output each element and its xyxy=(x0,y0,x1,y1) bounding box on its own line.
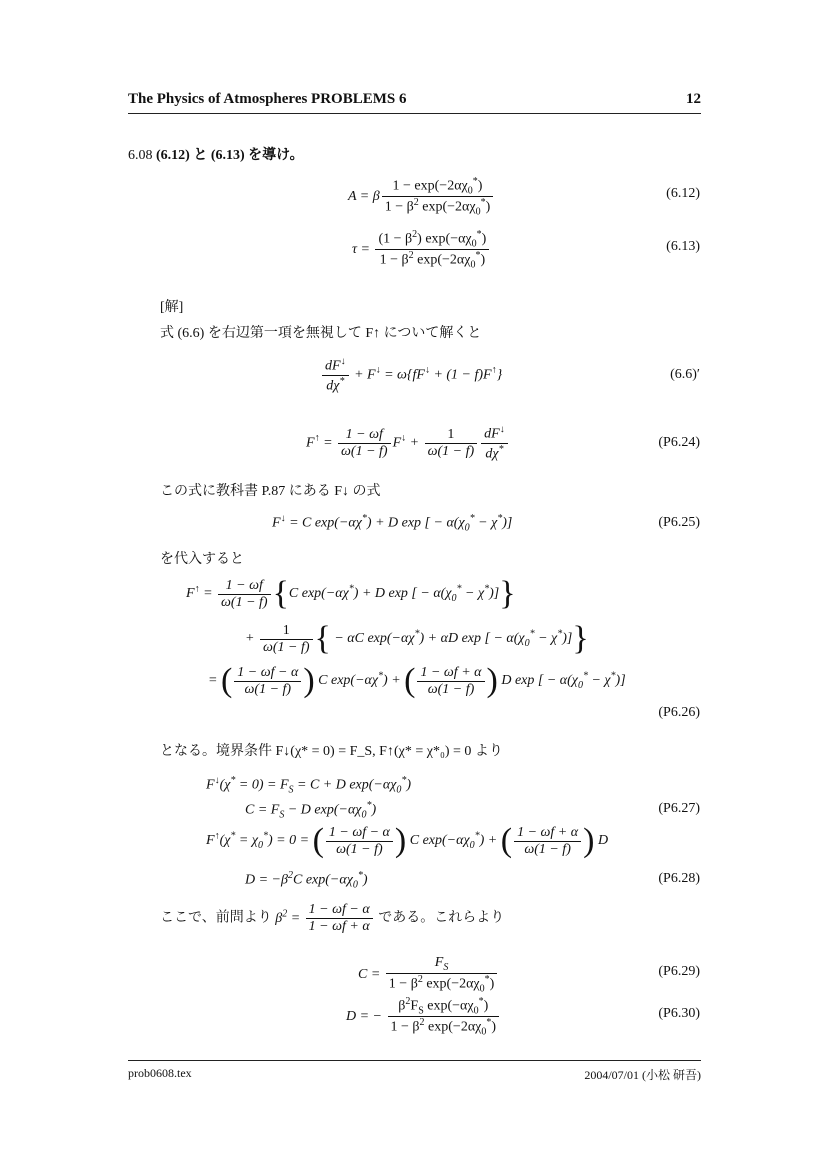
problem-text: (6.12) と (6.13) を導け。 xyxy=(156,148,304,163)
header-title: The Physics of Atmospheres PROBLEMS 6 xyxy=(128,91,407,107)
equation-p6-29: C = $\frac{F_S}{1 - \beta^2 \exp(-2\alpha\chi_0^*)}$ xyxy=(358,955,499,994)
equation-number: (P6.26) xyxy=(658,705,700,720)
text-2: この式に教科書 P.87 にある F↓ の式 xyxy=(160,484,381,499)
equation-number: (6.6)′ xyxy=(670,367,700,382)
equation-p6-30: D = − $\frac{\beta^2F_S \exp(-\alpha\chi_0^*)}{1 - \beta^2 \exp(-2\alpha\chi_0^*)}$ xyxy=(346,996,501,1038)
text-5-a: ここで、前問より xyxy=(160,910,272,926)
equation-p6-28-line1: $F^↑(\chi^* = \chi_0^*) = 0$ = ( $\frac{1 - \omega f - \alpha}{\omega(1 - f)}$ ) C $\exp(-\alpha\chi_0^*)$ + ( $\frac{1 - \omega f + \alpha}{\omega(1 - f)}$ ) D xyxy=(206,822,609,859)
page-footer xyxy=(128,1060,701,1082)
text-5-b: である。これらより xyxy=(378,910,505,926)
problem-number: 6.08 xyxy=(128,148,153,163)
equation-6-6: $\frac{dF^↓}{d\chi^*}$ + F↓ = ω{fF↓ + (1 − f)F↑} xyxy=(320,356,502,394)
equation-p6-26-line2: + $\frac{1}{\omega(1 - f)}$ { − αC exp(−αχ*) + αD exp [ − $\alpha(\chi_0^* - \chi^*)$]} xyxy=(245,620,589,657)
page-number: 12 xyxy=(686,91,701,107)
equation-p6-27-line1: $F^↓(\chi^* = 0) = F_S = C + D$ $\exp(-\alpha\chi_0^*)$ xyxy=(206,775,412,796)
equation-p6-26-line1: F↑ = $\frac{1 - \omega f}{\omega(1 - f)}$ {C exp(−αχ*) + D exp [ − $\alpha(\chi_0^* - \chi^*)$]} xyxy=(186,575,516,612)
equation-number: (P6.28) xyxy=(658,871,700,886)
equation-p6-24: F↑ = $\frac{1 - \omega f}{\omega(1 - f)}$ F↓ + $\frac{1}{\omega(1 - f)}$ $\frac{dF^↓}{d\chi^*}$ xyxy=(306,424,510,462)
page-header xyxy=(128,91,701,114)
text-3: を代入すると xyxy=(160,552,244,567)
equation-p6-28-line2: $D = -\beta^2C$ $\exp(-\alpha\chi_0^*)$ xyxy=(245,870,368,891)
footer-file: prob0608.tex xyxy=(128,1066,192,1080)
equation-p6-26-line3: = ( $\frac{1 - \omega f - \alpha}{\omega(1 - f)}$ ) C exp(−αχ*) + ( $\frac{1 - \omega f + \alpha}{\omega(1 - f)}$ ) D exp [ − $\alpha(\chi_0^* - \chi^*)$] xyxy=(208,662,626,699)
equation-6-12: A = β $\frac{1 - \exp(-2\alpha\chi_0^*)}{1 - \beta^2 \exp(-2\alpha\chi_0^*)}$ xyxy=(348,176,495,218)
equation-number: (P6.29) xyxy=(658,964,700,979)
equation-number: (6.13) xyxy=(666,239,700,254)
text-5: ここで、前問より $\beta^2$ = $\frac{1 - \omega f - \alpha}{1 - \omega f + \alpha}$ である。これらより xyxy=(160,902,505,934)
equation-number: (P6.25) xyxy=(658,515,700,530)
equation-p6-25: F↓ = C exp(−αχ*) + D exp [ − $\alpha(\chi_0^* - \chi^*)$] xyxy=(272,513,513,534)
equation-p6-27-line2: $C = F_S - D$ $\exp(-\alpha\chi_0^*)$ xyxy=(245,800,377,821)
equation-number: (6.12) xyxy=(666,186,700,201)
equation-6-13: τ = $\frac{(1 - \beta^2) \exp(-\alpha\chi_0^*)}{1 - \beta^2 \exp(-2\alpha\chi_0^*)}$ xyxy=(352,229,491,271)
equation-number: (P6.24) xyxy=(658,435,700,450)
text-4: となる。境界条件 F↓(χ* = 0) = F_S, F↑(χ* = χ*₀) = 0 より xyxy=(160,744,503,759)
footer-date: 2004/07/01 (小松 研吾) xyxy=(584,1068,701,1082)
problem-statement xyxy=(128,144,304,164)
equation-number: (P6.30) xyxy=(658,1006,700,1021)
text-1: 式 (6.6) を右辺第一項を無視して F↑ について解くと xyxy=(160,326,482,341)
solution-label: [解] xyxy=(160,300,184,315)
equation-number: (P6.27) xyxy=(658,801,700,816)
